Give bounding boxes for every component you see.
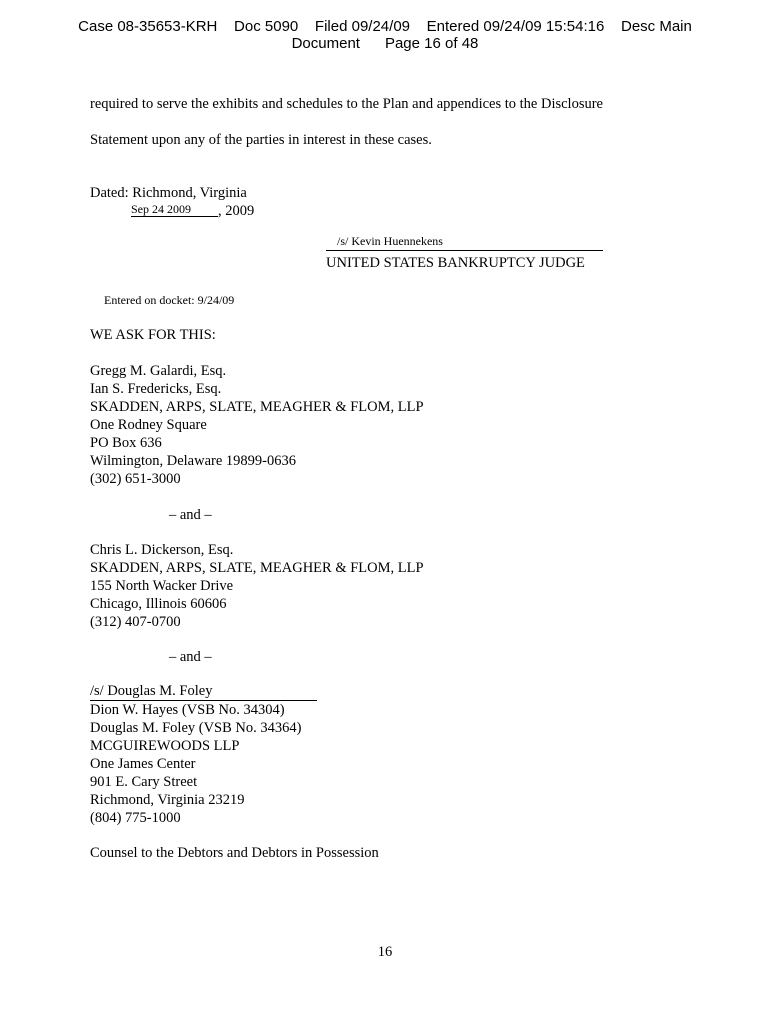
counsel-line: Douglas M. Foley (VSB No. 34364): [90, 720, 302, 736]
counsel-block-skadden-wilmington: [90, 362, 424, 488]
counsel-line: (302) 651-3000: [90, 471, 181, 487]
counsel-line: Chicago, Illinois 60606: [90, 596, 227, 612]
closing-line: Counsel to the Debtors and Debtors in Possession: [90, 845, 379, 861]
counsel-line: SKADDEN, ARPS, SLATE, MEAGHER & FLOM, LLP: [90, 399, 424, 415]
and-separator-1: – and –: [169, 507, 212, 523]
date-fill: Sep 24 2009: [131, 202, 218, 217]
counsel-line: (312) 407-0700: [90, 614, 181, 630]
signature-line: [326, 250, 603, 251]
counsel-line: Richmond, Virginia 23219: [90, 792, 245, 808]
judge-title: UNITED STATES BANKRUPTCY JUDGE: [326, 255, 585, 271]
foley-signature: /s/ Douglas M. Foley: [90, 683, 317, 701]
counsel-line: 155 North Wacker Drive: [90, 578, 234, 594]
counsel-line: Ian S. Fredericks, Esq.: [90, 381, 222, 397]
counsel-line: One Rodney Square: [90, 417, 207, 433]
we-ask-heading: WE ASK FOR THIS:: [90, 327, 216, 343]
counsel-line: Chris L. Dickerson, Esq.: [90, 542, 234, 558]
paragraph-line-2: Statement upon any of the parties in interest in these cases.: [90, 132, 432, 148]
counsel-line: MCGUIREWOODS LLP: [90, 738, 240, 754]
counsel-line: One James Center: [90, 756, 196, 772]
entered-on-docket: Entered on docket: 9/24/09: [104, 293, 235, 307]
case-header-line-2: Document Page 16 of 48: [291, 35, 479, 52]
counsel-line: SKADDEN, ARPS, SLATE, MEAGHER & FLOM, LLP: [90, 560, 424, 576]
counsel-line: Wilmington, Delaware 19899-0636: [90, 453, 296, 469]
counsel-line: 901 E. Cary Street: [90, 774, 198, 790]
date-year: , 2009: [218, 203, 255, 219]
counsel-block-mcguirewoods: [90, 701, 301, 827]
and-separator-2: – and –: [169, 649, 212, 665]
paragraph-line-1: required to serve the exhibits and schedules to the Plan and appendices to the Disclosure: [90, 96, 603, 112]
counsel-line: (804) 775-1000: [90, 810, 181, 826]
counsel-line: PO Box 636: [90, 435, 162, 451]
counsel-block-skadden-chicago: [90, 541, 424, 631]
judge-signature: /s/ Kevin Huennekens: [337, 234, 443, 248]
page-number: 16: [377, 944, 393, 960]
case-header-line-1: Case 08-35653-KRH Doc 5090 Filed 09/24/09 Entered 09/24/09 15:54:16 Desc Main: [78, 18, 692, 35]
counsel-line: Gregg M. Galardi, Esq.: [90, 363, 227, 379]
counsel-line: Dion W. Hayes (VSB No. 34304): [90, 702, 285, 718]
dated-line: Dated: Richmond, Virginia: [90, 185, 247, 201]
